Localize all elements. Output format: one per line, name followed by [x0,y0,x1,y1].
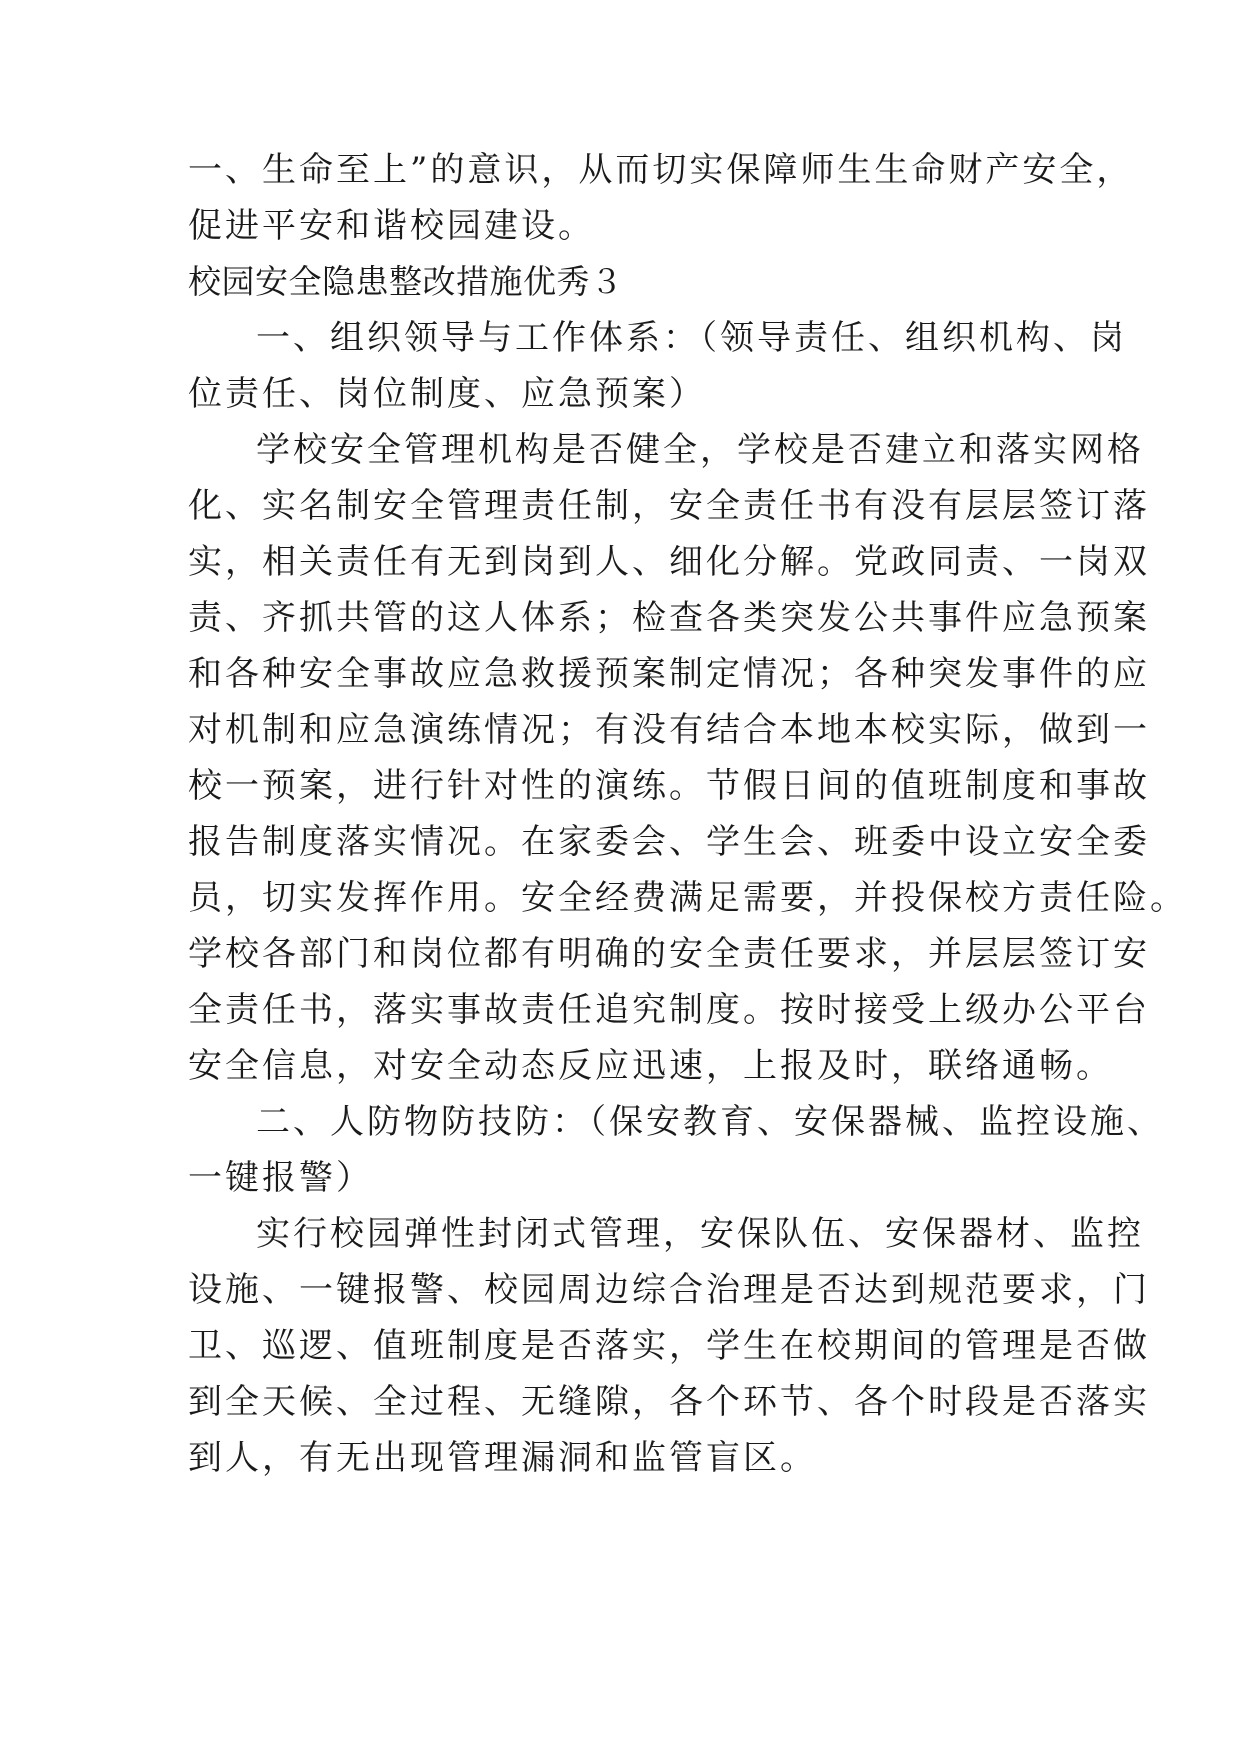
body-text-line: 一、生命至上”的意识，从而切实保障师生生命财产安全， [188,150,1134,190]
paragraph-line: 化、实名制安全管理责任制，安全责任书有没有层层签订落 [188,486,1150,526]
paragraph-line: 到全天候、全过程、无缝隙，各个环节、各个时段是否落实 [188,1382,1150,1422]
paragraph-line: 卫、巡逻、值班制度是否落实，学生在校期间的管理是否做 [188,1326,1150,1366]
paragraph-line: 和各种安全事故应急救援预案制定情况；各种突发事件的应 [188,654,1150,694]
paragraph-line: 员，切实发挥作用。安全经费满足需要，并投保校方责任险。 [188,878,1187,918]
subsection-heading: 一、组织领导与工作体系：（领导责任、组织机构、岗 [256,318,1127,358]
paragraph-line: 设施、一键报警、校园周边综合治理是否达到规范要求，门 [188,1270,1150,1310]
section-heading: 校园安全隐患整改措施优秀３ [188,262,624,301]
paragraph-line: 学校各部门和岗位都有明确的安全责任要求，并层层签订安 [188,934,1150,974]
paragraph-line: 责、齐抓共管的这人体系；检查各类突发公共事件应急预案 [188,598,1150,638]
paragraph-line: 到人，有无出现管理漏洞和监管盲区。 [188,1438,817,1478]
paragraph-line: 实，相关责任有无到岗到人、细化分解。党政同责、一岗双 [188,542,1150,582]
subsection-heading-continued: 一键报警） [188,1158,373,1198]
paragraph-line: 实行校园弹性封闭式管理，安保队伍、安保器材、监控 [256,1214,1144,1254]
paragraph-line: 校一预案，进行针对性的演练。节假日间的值班制度和事故 [188,766,1150,806]
body-text-line: 促进平安和谐校园建设。 [188,206,595,246]
subsection-heading-continued: 位责任、岗位制度、应急预案） [188,374,706,414]
paragraph-line: 学校安全管理机构是否健全，学校是否建立和落实网格 [256,430,1144,470]
paragraph-line: 全责任书，落实事故责任追究制度。按时接受上级办公平台 [188,990,1150,1030]
paragraph-line: 报告制度落实情况。在家委会、学生会、班委中设立安全委 [188,822,1150,862]
subsection-heading: 二、人防物防技防：（保安教育、安保器械、监控设施、 [256,1102,1164,1142]
paragraph-line: 安全信息，对安全动态反应迅速，上报及时，联络通畅。 [188,1046,1113,1086]
paragraph-line: 对机制和应急演练情况；有没有结合本地本校实际，做到一 [188,710,1150,750]
